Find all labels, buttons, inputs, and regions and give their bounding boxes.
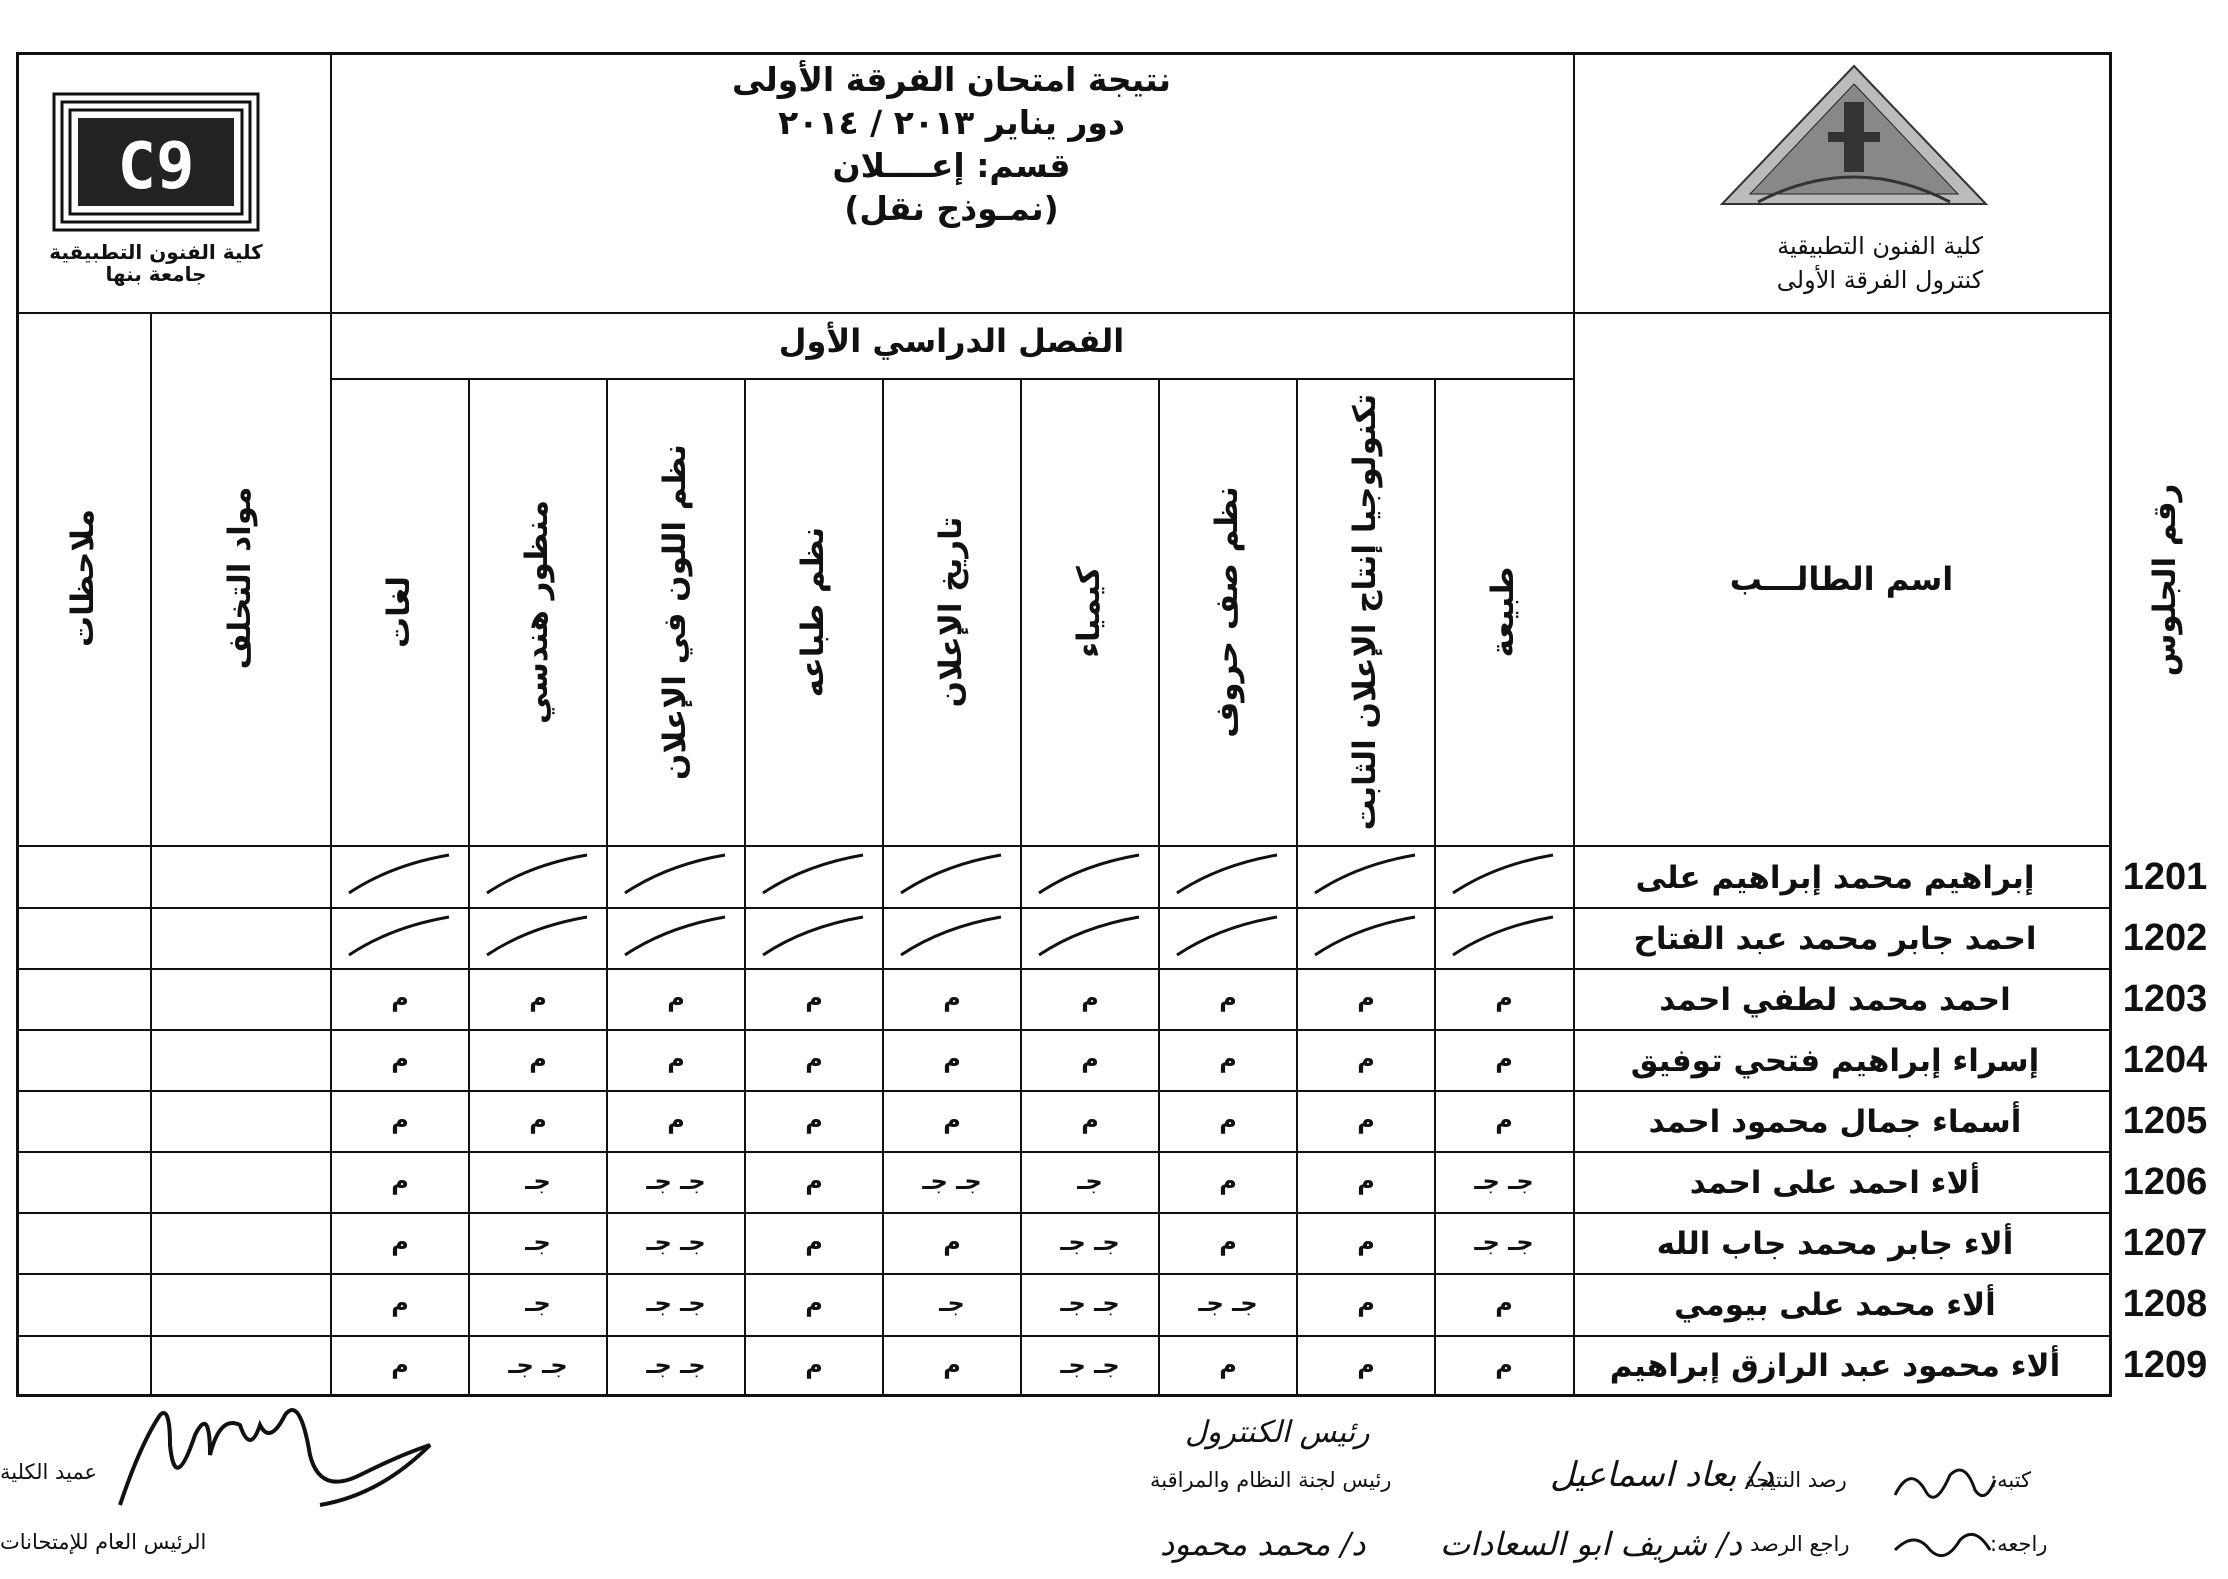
department-label: قسم: إعــــلان [832,146,1071,185]
grade-cell: جـ جـ [1060,1289,1120,1317]
faculty-logo [52,92,260,232]
dean-signature-icon [100,1385,450,1525]
semester-label: الفصل الدراسي الأول [778,322,1125,360]
grade-cell: م [1495,984,1513,1012]
seat-number: 1202 [2122,917,2208,959]
grade-cell: م [943,1228,961,1256]
grade-cell: م [805,1167,823,1195]
grade-cell: م [391,1228,409,1256]
seat-number: 1208 [2122,1283,2208,1325]
grade-cell: م [805,1045,823,1073]
subject-header: نظم صف حروف [1209,486,1245,738]
grade-cell: م [805,1106,823,1134]
grade-cell: م [1219,1228,1237,1256]
grade-cell: جـ جـ [646,1167,706,1195]
struck-out-grade-icon [607,845,745,905]
college-name: كلية الفنون التطبيقية [1777,232,1983,260]
grade-cell: م [1495,1106,1513,1134]
grade-cell: جـ [939,1289,965,1317]
struck-out-grade-icon [1297,845,1435,905]
grade-cell: م [1219,1351,1237,1379]
row-divider [16,1151,2112,1153]
grade-cell: م [1219,1106,1237,1134]
struck-out-grade-icon [745,907,883,967]
struck-out-grade-icon [1159,907,1297,967]
struck-out-grade-icon [1021,907,1159,967]
grade-cell: م [391,1045,409,1073]
student-name: ألاء احمد على احمد [1689,1165,1981,1201]
student-name: إسراء إبراهيم فتحي توفيق [1630,1043,2040,1079]
grade-cell: م [667,1106,685,1134]
grade-cell: جـ جـ [646,1289,706,1317]
col-header-seat: رقم الجلوس [2147,483,2183,677]
seat-number: 1203 [2122,978,2208,1020]
row-divider [16,1090,2112,1092]
student-name: ألاء محمود عبد الرازق إبراهيم [1609,1348,2061,1384]
grade-cell: م [391,1289,409,1317]
grade-cell: جـ جـ [1060,1228,1120,1256]
subject-header: تكنولوجيا إنتاج الإعلان الثابت [1347,393,1383,831]
struck-out-grade-icon [1435,845,1573,905]
writer-signature-icon [1890,1455,2000,1515]
grade-cell: جـ [525,1289,551,1317]
student-name: إبراهيم محمد إبراهيم على [1635,860,2035,896]
grade-cell: م [667,984,685,1012]
grade-cell: م [805,984,823,1012]
grade-cell: م [1081,1106,1099,1134]
grade-cell: م [1357,1228,1375,1256]
grade-cell: م [805,1351,823,1379]
col-header-name: اسم الطالـــب [1729,560,1954,598]
grade-cell: جـ جـ [1060,1351,1120,1379]
semester-divider [330,378,1573,380]
grade-cell: جـ جـ [646,1228,706,1256]
grade-cell: م [1495,1045,1513,1073]
grade-cell: م [943,1045,961,1073]
struck-out-grade-icon [607,907,745,967]
svg-text:C9: C9 [117,130,195,204]
row-divider [16,1335,2112,1337]
col-header-notes: ملاحظات [65,508,101,648]
subject-header: كيمياء [1071,566,1107,658]
control-name: كنترول الفرقة الأولى [1776,266,1984,294]
grade-cell: م [391,1167,409,1195]
struck-out-grade-icon [883,907,1021,967]
student-name: احمد جابر محمد عبد الفتاح [1633,921,2037,957]
grade-cell: جـ [525,1167,551,1195]
committee-head-label: رئيس لجنة النظام والمراقبة [1150,1468,1392,1492]
grade-cell: م [391,1351,409,1379]
grade-cell: جـ جـ [1474,1167,1534,1195]
exam-session: دور يناير ٢٠١٣ / ٢٠١٤ [778,103,1125,142]
student-name: ألاء جابر محمد جاب الله [1656,1226,2014,1262]
grade-cell: م [1219,1045,1237,1073]
subject-header: نظم طباعه [795,526,831,698]
subject-header: منظور هندسي [519,499,555,725]
row-divider [16,1212,2112,1214]
grade-cell: م [943,1351,961,1379]
grade-cell: م [1219,1167,1237,1195]
student-name: ألاء محمد على بيومي [1674,1287,1996,1323]
document-title: نتيجة امتحان الفرقة الأولى [732,60,1171,99]
grade-cell: م [805,1289,823,1317]
seat-number: 1206 [2122,1161,2208,1203]
checker-signature-icon [1890,1520,2000,1570]
grade-cell: م [1357,1351,1375,1379]
grade-cell: م [529,1045,547,1073]
subject-header: تاريخ الإعلان [933,516,969,708]
grade-cell: جـ جـ [508,1351,568,1379]
col-header-deferred: مواد التخلف [222,486,258,670]
row-divider [16,1029,2112,1031]
grade-cell: جـ جـ [1474,1228,1534,1256]
grade-cell: جـ [525,1228,551,1256]
struck-out-grade-icon [883,845,1021,905]
model-label: (نمـوذج نقل) [844,189,1059,228]
grade-cell: م [1495,1351,1513,1379]
struck-out-grade-icon [1021,845,1159,905]
university-emblem [1718,62,1990,212]
grade-cell: جـ [1077,1167,1103,1195]
grade-cell: م [1495,1289,1513,1317]
grade-cell: م [943,984,961,1012]
grade-cell: م [667,1045,685,1073]
logo-caption-college: كلية الفنون التطبيقية [49,240,263,264]
dean-label: عميد الكلية [0,1460,98,1484]
struck-out-grade-icon [745,845,883,905]
grade-cell: م [1357,1045,1375,1073]
seat-number: 1201 [2122,856,2208,898]
committee-signature: د/ محمد محمود [1160,1525,1366,1563]
struck-out-grade-icon [469,907,607,967]
struck-out-grade-icon [1297,907,1435,967]
row-divider [16,968,2112,970]
student-name: احمد محمد لطفي احمد [1659,982,2011,1018]
grade-cell: م [943,1106,961,1134]
struck-out-grade-icon [1159,845,1297,905]
grade-cell: م [805,1228,823,1256]
document-title-block [330,52,1573,312]
seat-number: 1207 [2122,1222,2208,1264]
grade-cell: جـ جـ [646,1351,706,1379]
reviewer-signature: د/ شريف ابو السعادات [1440,1525,1743,1563]
col-divider-notes [150,312,152,1397]
struck-out-grade-icon [469,845,607,905]
subject-header: نظم اللون في الإعلان [657,444,693,780]
reviewed-by-label: راجعه: [1990,1532,2048,1556]
row-divider [16,1273,2112,1275]
result-reviewer-label: راجع الرصد [1750,1532,1850,1556]
struck-out-grade-icon [1435,907,1573,967]
grade-cell: م [1357,1167,1375,1195]
grade-cell: م [1357,984,1375,1012]
struck-out-grade-icon [331,907,469,967]
grade-cell: م [529,1106,547,1134]
general-head-label: الرئيس العام للإمتحانات [0,1530,207,1554]
student-name: أسماء جمال محمود احمد [1648,1104,2022,1140]
grade-cell: م [1219,984,1237,1012]
seat-number: 1205 [2122,1100,2208,1142]
subject-header: لغات [381,576,417,648]
grade-cell: م [1081,984,1099,1012]
written-by-label: كتبه: [1990,1468,2032,1492]
grade-cell: م [1357,1289,1375,1317]
grade-cell: م [391,984,409,1012]
struck-out-grade-icon [331,845,469,905]
grade-cell: م [1081,1045,1099,1073]
grade-cell: م [529,984,547,1012]
control-head-handwriting: رئيس الكنترول [1185,1415,1370,1450]
result-recorder-label: رصد النتيجة [1745,1468,1847,1492]
grade-cell: م [391,1106,409,1134]
grade-cell: م [1357,1106,1375,1134]
grade-cell: جـ جـ [1198,1289,1258,1317]
seat-number: 1209 [2122,1344,2208,1386]
subject-header: طبيعة [1485,566,1521,658]
seat-number: 1204 [2122,1039,2208,1081]
logo-caption-university: جامعة بنها [105,262,207,286]
recorder-signature: د/ بعاد اسماعيل [1550,1455,1774,1495]
grade-cell: جـ جـ [922,1167,982,1195]
